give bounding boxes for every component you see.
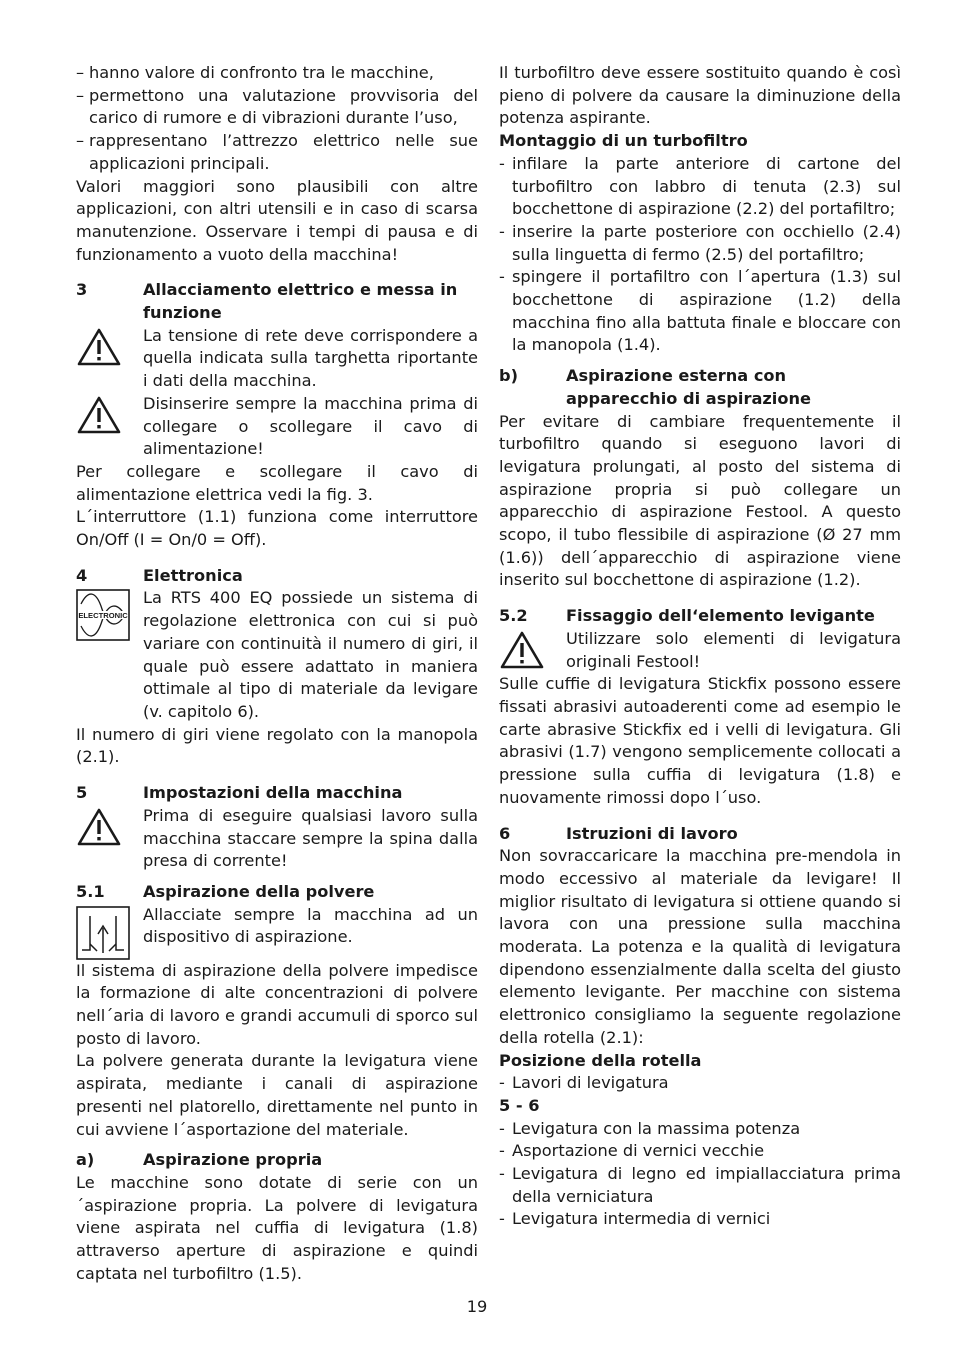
dash-marker: – [76,131,85,151]
list-item: - Levigatura con la massima potenza [499,1118,901,1141]
list-item: - infilare la parte anteriore di cartone del turbofiltro con labbro di tenuta (2.3) sul bocchettone di aspirazione (2.2) del portafiltro; [499,153,901,219]
mounting-step-list [499,153,901,357]
warning-text: Disinserire sempre la macchina prima di collegare o scollegare il cavo di alimentazione! [143,393,478,459]
intro-paragraph: Valori maggiori sono plausibili con altre applicazioni, con altri utensili e in caso di scarsa manutenzione. Osservare i tempi di pausa e di funzionamento a vuoto della macchina! [76,176,478,264]
paragraph: Allacciate sempre la macchina ad un dispositivo di aspirazione. [143,904,478,947]
warning-icon [499,628,566,673]
section-b-heading: b) Aspirazione esterna con apparecchio di aspirazione [499,366,811,408]
electronic-block [76,587,478,723]
right-column [499,62,901,1231]
dash-marker: - [499,1164,505,1184]
warning-text: Utilizzare solo elementi di levigatura originali Festool! [566,628,901,671]
paragraph: La RTS 400 EQ possiede un sistema di regolazione elettronica con cui si può variare con continuità il numero di giri, il quale può essere adattato in maniera ottimale al tipo di materiale da levigare (v. capitolo 6). [143,588,478,721]
section-5-heading: 5 Impostazioni della macchina [76,783,403,803]
intro-bullet-list [76,62,478,176]
list-item: - Asportazione di vernici vecchie [499,1140,901,1163]
paragraph: Per evitare di cambiare frequentemente il turbofiltro quando si eseguono lavori di levigatura prolungati, al posto del sistema di aspirazione propria si può collegare un apparecchio di aspirazione Festool. A questo scopo, il tubo flessibile di aspirazione (Ø 27 mm (1.6)) dell´apparecchio di aspirazione viene inserito sul bocchettone di aspirazione (1.2). [499,411,901,590]
dash-marker: - [499,1209,505,1229]
left-column [76,62,478,1285]
section-3-heading: 3 Allacciamento elettrico e messa in funzione [76,280,458,323]
dash-marker: – [76,63,85,82]
section-6-heading: 6 Istruzioni di lavoro [499,823,738,843]
warning-text: Prima di eseguire qualsiasi lavoro sulla macchina staccare sempre la spina dalla presa di corrente! [143,805,478,871]
range-label: 5 - 6 [499,1095,540,1115]
section-4-heading: 4 Elettronica [76,565,243,585]
list-item: - Lavori di levigatura [499,1072,901,1095]
warning-block [76,393,478,461]
dash-marker: - [499,153,505,173]
section-a-heading: a) Aspirazione propria [76,1150,323,1170]
paragraph: Sulle cuffie di levigatura Stickfix possono essere fissati abrasivi autoaderenti come ad esempio le carte abrasive Stickfix ed i velli di levigatura. Gli abrasivi (1.7) vengono semplicemente collocati a pressione sulla cuffia di levigatura (1.8) e nuovamente rimossi dopo l´uso. [499,674,901,807]
warning-icon [76,325,143,393]
dash-marker: - [499,221,505,241]
warning-block [76,805,478,873]
section-5-2-heading: 5.2 Fissaggio dell‘elemento levigante [499,606,875,626]
paragraph: Il sistema di aspirazione della polvere impedisce la formazione di alte concentrazioni di polvere nell´aria di lavoro e grandi accumuli di sporco sul posto di lavoro. [76,960,478,1048]
paragraph: Le macchine sono dotate di serie con un´aspirazione propria. La polvere di levigatura viene aspirata nel cuffia di levigatura (1.8) attraverso aperture di aspirazione e quindi captata nel turbofiltro (1.5). [76,1172,478,1283]
subheading: Montaggio di un turbofiltro [499,131,748,151]
page-number: 19 [466,1297,488,1316]
dash-marker: - [499,1141,505,1161]
paragraph: L´interruttore (1.1) funziona come interruttore On/Off (I = On/0 = Off). [76,507,478,550]
warning-icon [76,805,143,873]
subheading: Posizione della rotella [499,1050,702,1070]
list-item: - inserire la parte posteriore con occhiello (2.4) sulla linguetta di fermo (2.5) del portafiltro; [499,221,901,264]
position-list [499,1072,901,1095]
extraction-block [76,904,478,960]
electronic-icon [76,587,143,723]
range-list [499,1118,901,1232]
warning-icon [76,393,143,461]
dash-marker: - [499,1073,505,1093]
list-item: - Levigatura di legno ed impiallacciatura prima della verniciatura [499,1164,901,1206]
dash-marker: - [499,1118,505,1138]
warning-block [76,325,478,393]
warning-block [499,628,901,673]
list-item: - spingere il portafiltro con l´apertura (1.3) sul bocchettone di aspirazione (1.2) della macchina fino alla battuta finale e bloccare con la manopola (1.4). [499,267,901,355]
list-item: - Levigatura intermedia di vernici [499,1208,901,1231]
list-item: – hanno valore di confronto tra le macchine, [76,62,478,85]
electronic-icon-label: ELECTRONIC [78,611,128,621]
paragraph: La polvere generata durante la levigatura viene aspirata, mediante i canali di aspirazione presenti nel platorello, direttamente nel punto in cui avviene l´asportazione del materiale. [76,1051,478,1139]
paragraph: Non sovraccaricare la macchina pre-mendola in modo eccessivo al materiale da levigare! Il miglior risultato di levigatura si ottiene quando si lavora con una pressione sulla macchina moderata. La potenza e la qualità di levigatura dipendono essenzialmente dalla scelta del giusto elemento levigante. Per macchine con sistema elettronico consigliamo la seguente regolazione della rotella (2.1): [499,846,901,1047]
paragraph: Il numero di giri viene regolato con la manopola (2.1). [76,724,478,767]
paragraph: Il turbofiltro deve essere sostituito quando è così pieno di polvere da causare la diminuzione della potenza aspirante. [499,63,901,128]
paragraph: Per collegare e scollegare il cavo di alimentazione elettrica vedi la fig. 3. [76,461,478,504]
warning-text: La tensione di rete deve corrispondere a quella indicata sulla targhetta riportante i dati della macchina. [143,325,478,391]
dash-marker: - [499,267,505,287]
list-item: – rappresentano l’attrezzo elettrico nelle sue applicazioni principali. [76,131,478,173]
section-5-1-heading: 5.1 Aspirazione della polvere [76,881,375,901]
dash-marker: – [76,85,85,105]
dust-extraction-icon [76,904,143,960]
list-item: – permettono una valutazione provvisoria del carico di rumore e di vibrazioni durante l’uso, [76,85,478,128]
